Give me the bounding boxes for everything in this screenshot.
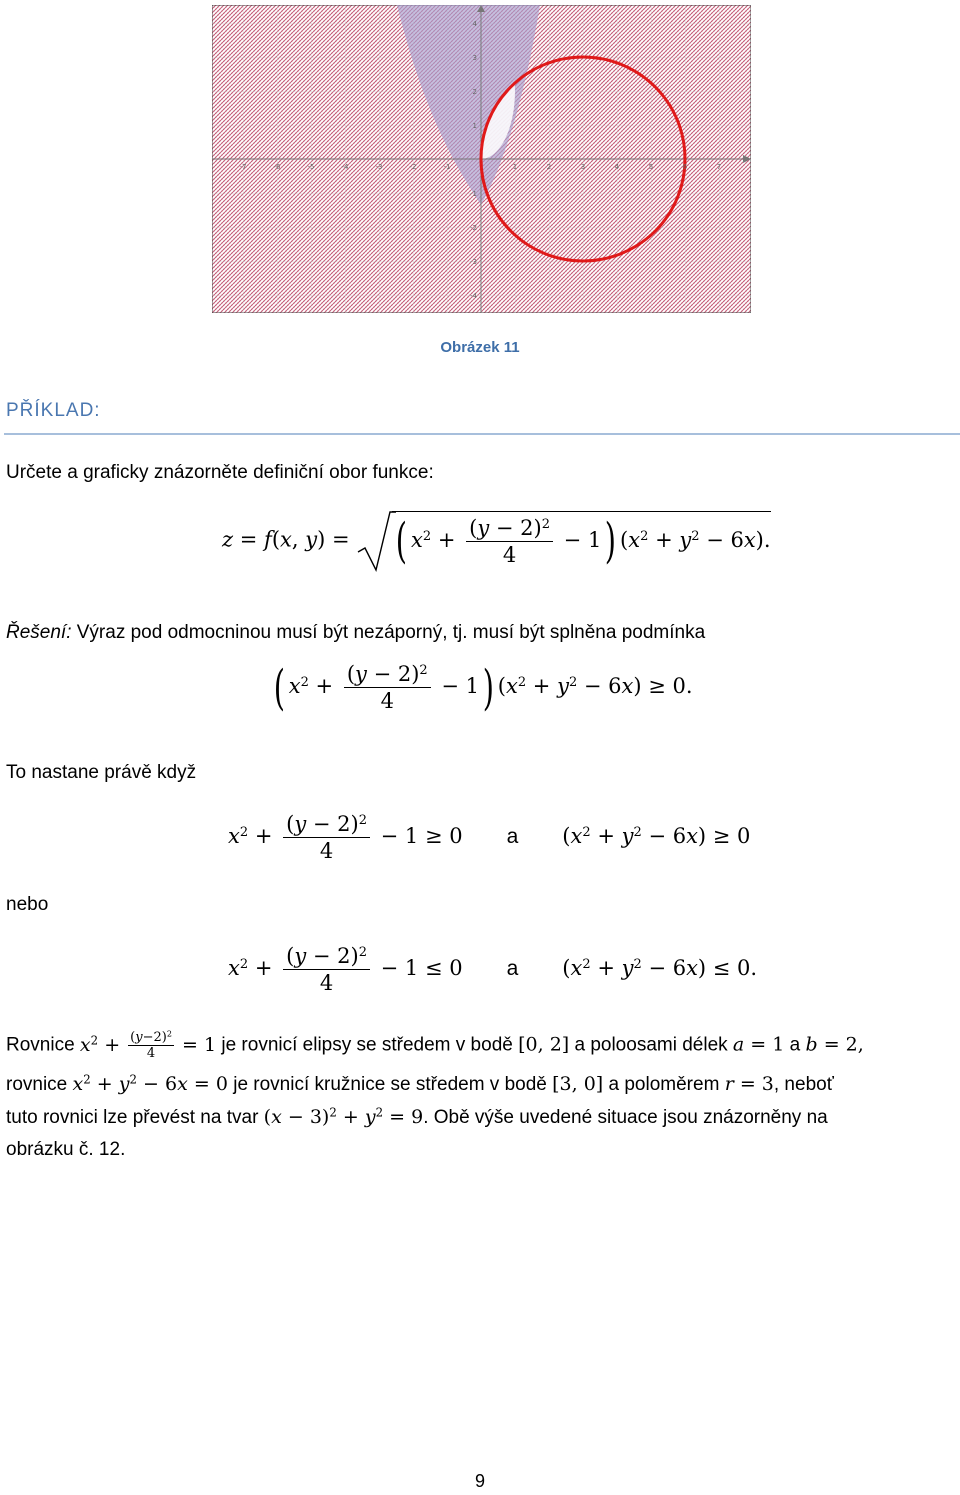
example-heading: PŘÍKLAD: [6, 400, 101, 421]
x-tick-label: 5 [648, 163, 654, 171]
task-text: Určete a graficky znázorněte definiční obor funkce: [6, 462, 434, 483]
paragraph-line-2 [6, 1073, 834, 1096]
circle-standard-form: $(x - 3)^2 + y^2 = 9$ [263, 1105, 424, 1128]
case-one-formula: $x^2$ + $\frac{(y - 2)^2}{4}$ − 1 ≥ 0 a $(x^2 + y^2 - 6x) \ge 0$ [228, 812, 751, 863]
x-tick-label: -4 [341, 163, 349, 171]
x-tick-label: -3 [375, 163, 383, 171]
y-tick-label: 2 [472, 88, 477, 96]
function-formula: z = f(x, y) = ( $x^2$ + $\frac{(y - 2)^2}{4}$ − 1) $(x^2 + y^2 - 6x)$. [222, 508, 771, 574]
paragraph-text: rovnice [6, 1074, 73, 1095]
x-tick-label: 7 [716, 163, 722, 171]
graph-figure [212, 5, 751, 313]
x-tick-label: -2 [409, 163, 417, 171]
paragraph-text: tuto rovnici lze převést na tvar [6, 1107, 264, 1128]
y-tick-label: 4 [472, 20, 477, 28]
y-tick-label: -2 [470, 224, 477, 232]
x-tick-label: -7 [239, 163, 247, 171]
paragraph-text: Rovnice [6, 1034, 80, 1056]
case-two-formula: $x^2$ + $\frac{(y - 2)^2}{4}$ − 1 ≤ 0 a $(x^2 + y^2 - 6x) \le 0$. [228, 944, 758, 995]
heading-rule [4, 433, 960, 435]
y-tick-label: -3 [470, 258, 477, 266]
circle-radius: r = 3 [724, 1073, 774, 1095]
paragraph-line-4: obrázku č. 12. [6, 1139, 126, 1160]
solution-line [6, 622, 705, 644]
x-tick-label: 3 [580, 163, 586, 171]
paragraph-text: a poloosami délek [569, 1034, 733, 1056]
y-tick-label: 1 [472, 122, 477, 130]
y-tick-label: -4 [470, 292, 477, 300]
paragraph-text: je rovnicí elipsy se středem v bodě [216, 1034, 519, 1056]
figure-caption: Obrázek 11 [440, 339, 520, 356]
ellipse-equation: $x^2$ + $\frac{(y-2)^2}{4}$ = 1 [79, 1029, 217, 1061]
paragraph-line-3 [6, 1106, 828, 1129]
x-tick-label: 1 [512, 163, 518, 171]
x-tick-label: 6 [682, 163, 688, 171]
paragraph-line-1 [6, 1030, 864, 1061]
paragraph-text: je rovnicí kružnice se středem v bodě [227, 1074, 553, 1095]
and-word-1: a [506, 825, 519, 848]
ellipse-center: [0, 2] [518, 1033, 570, 1056]
solution-text: Výraz pod odmocninou musí být nezáporný, tj. musí být splněna podmínka [71, 622, 706, 643]
semi-axis-b: b = 2, [805, 1033, 864, 1056]
semi-axis-a: a = 1 [732, 1033, 785, 1056]
or-text: nebo [6, 894, 49, 915]
paragraph-text: a [784, 1034, 806, 1056]
paragraph-text: . Obě výše uvedené situace jsou znázorněny na [423, 1107, 828, 1128]
x-tick-label: -5 [307, 163, 315, 171]
page-number: 9 [474, 1471, 485, 1491]
solution-label: Řešení: [6, 622, 72, 643]
circle-center: [3, 0] [552, 1073, 604, 1095]
x-tick-label: -1 [443, 163, 451, 171]
y-tick-label: -1 [470, 190, 477, 198]
y-tick-label: 3 [472, 54, 477, 62]
paragraph-text: , neboť [773, 1074, 834, 1095]
sqrt-radical-icon [356, 508, 396, 574]
condition-formula: ( $x^2$ + $\frac{(y - 2)^2}{4}$ − 1) $(x^2 + y^2 - 6x) \ge 0$. [273, 659, 693, 716]
paragraph-text: a poloměrem [603, 1074, 725, 1095]
and-word-2: a [506, 957, 519, 980]
circle-equation: $x^2 + y^2 - 6x = 0$ [72, 1072, 228, 1095]
x-tick-label: 2 [546, 163, 552, 171]
x-tick-label: 4 [614, 163, 620, 171]
x-tick-label: -6 [273, 163, 281, 171]
then-text: To nastane právě když [6, 762, 197, 783]
